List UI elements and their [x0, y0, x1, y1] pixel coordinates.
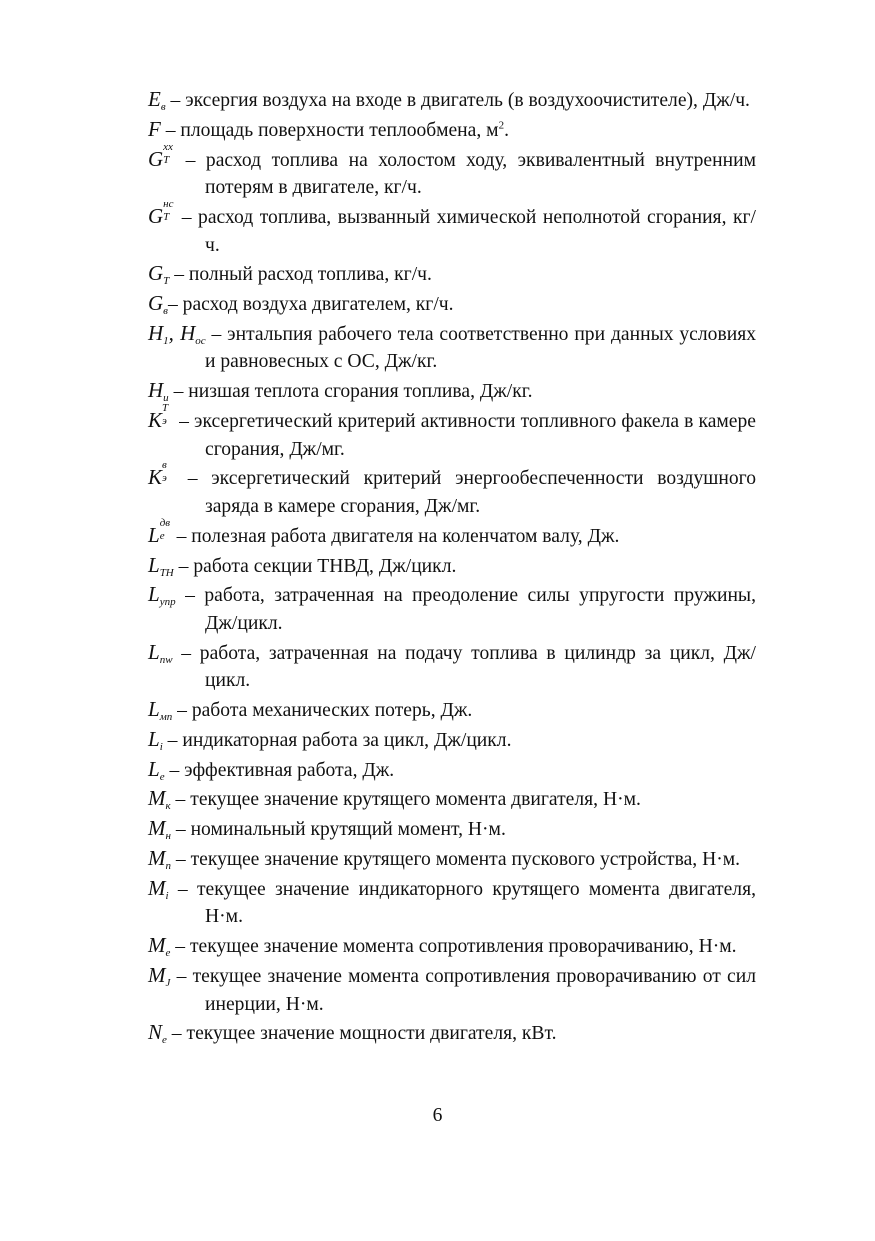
- description: – энтальпия рабочего тела соответственно при данных условиях и равновесных с ОС, Дж/кг.: [205, 323, 757, 373]
- symbol: $H_1$, $H_{ос}$: [148, 320, 206, 347]
- list-item: [148, 875, 756, 931]
- list-item: [148, 377, 756, 406]
- list-item: [148, 116, 756, 145]
- symbol: $G_в$: [148, 291, 168, 318]
- symbol: $N_е$: [148, 1020, 167, 1047]
- list-item: [148, 290, 756, 319]
- description: – эффективная работа, Дж.: [164, 759, 395, 781]
- description: – эксергия воздуха на входе в двигатель (в воздухоочистителе), Дж/ч.: [165, 90, 750, 111]
- list-item: [148, 197, 756, 259]
- description: – низшая теплота сгорания топлива, Дж/кг.: [168, 381, 533, 403]
- description: – полезная работа двигателя на коленчатом валу, Дж.: [171, 525, 620, 547]
- description: – текущее значение крутящего момента пускового устройства, Н·м.: [171, 849, 741, 870]
- symbol: K Т э: [148, 402, 169, 433]
- symbol: $M_н$: [148, 816, 171, 843]
- description: – индикаторная работа за цикл, Дж/цикл.: [162, 729, 512, 751]
- nomenclature-list: [148, 86, 756, 1049]
- description: – текущее значение момента сопротивления проворачиванию, Н·м.: [170, 936, 737, 958]
- symbol: G хх Т: [148, 140, 173, 171]
- description: – работа механических потерь, Дж.: [172, 700, 473, 722]
- list-item: [148, 785, 756, 814]
- description: – работа, затраченная на подачу топлива в цилиндр за цикл, Дж/цикл.: [172, 642, 756, 692]
- description: – номинальный крутящий момент, Н·м.: [170, 819, 506, 841]
- description: – текущее значение мощности двигателя, кВт.: [166, 1023, 557, 1045]
- list-item: [148, 962, 756, 1018]
- description: – эксергетический критерий активности топливного факела в камере сгорания, Дж/мг.: [174, 411, 756, 460]
- list-item: [148, 639, 756, 695]
- symbol: F: [148, 116, 161, 141]
- symbol: $M_i$: [148, 875, 169, 902]
- list-item: [148, 402, 756, 463]
- symbol: $M_п$: [148, 846, 171, 872]
- list-item: [148, 756, 756, 785]
- description: – текущее значение индикаторного крутящего момента двигателя, Н·м.: [168, 878, 756, 928]
- description: – площадь поверхности теплообмена, $м^2$.: [160, 119, 509, 141]
- symbol: G нс Т: [148, 197, 174, 228]
- symbol: $L_{мп}$: [148, 697, 173, 724]
- list-item: [148, 320, 756, 376]
- list-item: [148, 932, 756, 961]
- symbol: K в э: [148, 459, 167, 490]
- symbol: $E_в$: [148, 87, 166, 113]
- description: – текущее значение момента сопротивления проворачиванию от сил инерции, Н·м.: [170, 965, 756, 1015]
- description: – работа секции ТНВД, Дж/цикл.: [173, 555, 457, 577]
- list-item: [148, 459, 756, 520]
- description: – расход воздуха двигателем, кг/ч.: [167, 294, 454, 316]
- page-number: 6: [432, 1105, 443, 1126]
- symbol: $L_{пw}$: [148, 639, 173, 666]
- symbol: $G_Т$: [148, 261, 170, 288]
- list-item: [148, 516, 756, 551]
- description: – полный расход топлива, кг/ч.: [169, 264, 432, 286]
- description: – расход топлива, вызванный химической неполнотой сгорания, кг/ч.: [175, 206, 756, 256]
- symbol: $L_i$: [148, 726, 163, 753]
- symbol: $L_{упр}$: [148, 582, 176, 609]
- list-item: [148, 696, 756, 725]
- list-item: [148, 726, 756, 755]
- list-item: [148, 86, 756, 115]
- description: – текущее значение крутящего момента двигателя, Н·м.: [170, 789, 641, 811]
- list-item: [148, 552, 756, 581]
- description: – эксергетический критерий энергообеспеченности воздушного заряда в камере сгорания, Дж/мг.: [174, 468, 756, 517]
- symbol: $M_к$: [148, 786, 171, 813]
- description: – расход топлива на холостом ходу, эквивалентный внутренним потерям в двигателе, кг/ч.: [175, 149, 756, 199]
- symbol: $L_е$: [148, 756, 165, 783]
- symbol: $H_и$: [148, 378, 169, 405]
- symbol: $L_{ТН}$: [148, 552, 174, 579]
- list-item: [148, 140, 756, 202]
- list-item: [148, 260, 756, 289]
- description: – работа, затраченная на преодоление силы упругости пружины, Дж/цикл.: [175, 585, 756, 634]
- symbol: $M_J$: [148, 962, 171, 989]
- symbol: L дв е: [148, 516, 171, 547]
- list-item: [148, 845, 756, 874]
- list-item: [148, 581, 756, 637]
- symbol: $M_е$: [148, 933, 171, 960]
- list-item: [148, 1019, 756, 1048]
- list-item: [148, 815, 756, 844]
